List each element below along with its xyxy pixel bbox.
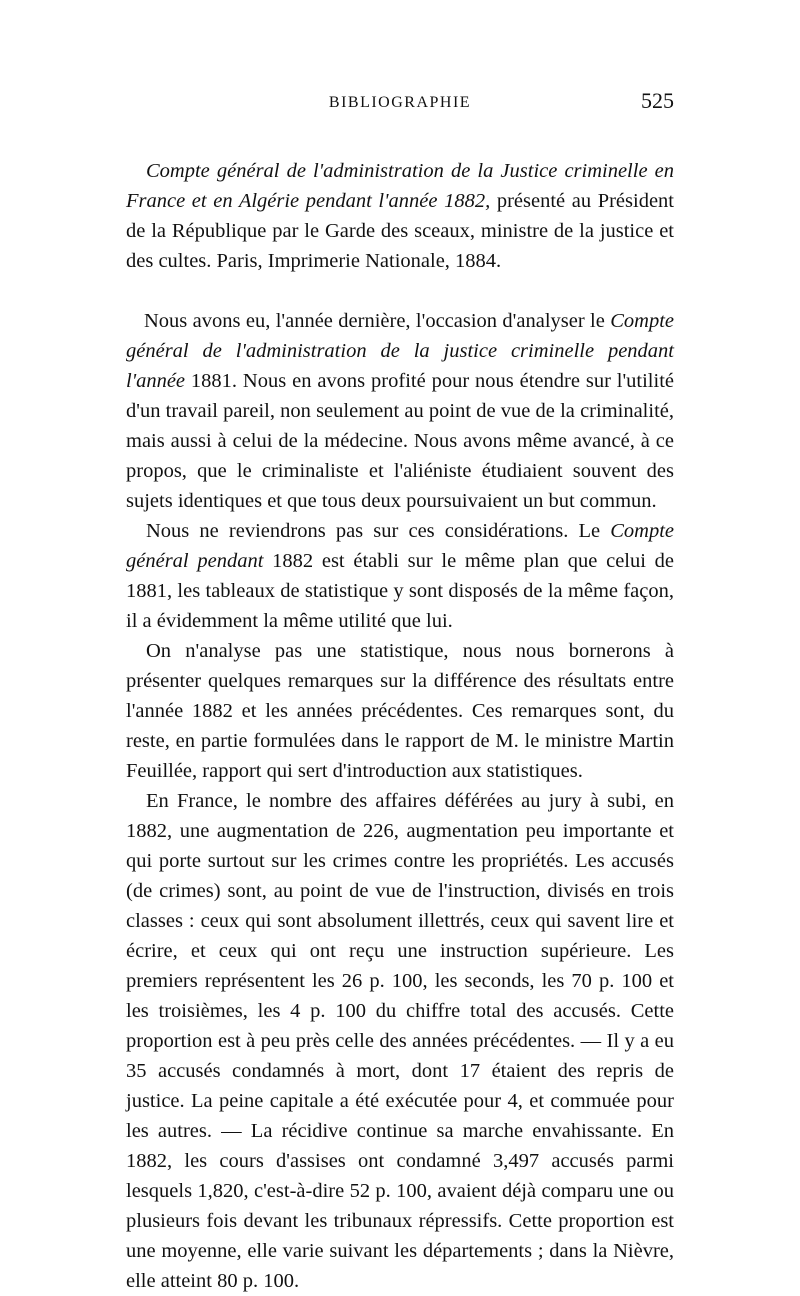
paragraph-4: En France, le nombre des affaires déférées au jury à subi, en 1882, une augmentation de 226, augmentation peu importante et qui porte surtout sur les crimes contre les propriétés. Les accusés (de crimes) sont, au point de vue de l'instruction, divisés en trois classes : ceux qui sont absolument illettrés, ceux qui savent lire et écrire, et ceux qui ont reçu une instruction supérieure. Les premiers représentent les 26 p. 100, les seconds, les 70 p. 100 et les troisièmes, les 4 p. 100 du chiffre total des accusés. Cette proportion est à peu près celle des années précédentes. — Il y a eu 35 accusés condamnés à mort, dont 17 étaient des repris de justice. La peine capitale a été exécutée pour 4, et commuée pour les autres. — La récidive continue sa marche envahissante. En 1882, les cours d'assises ont condamné 3,497 accusés parmi lesquels 1,820, c'est-à-dire 52 p. 100, avaient déjà comparu une ou plusieurs fois devant les tribunaux répressifs. Cette proportion est une moyenne, elle varie suivant les départements ; dans la Nièvre, elle atteint 80 p. 100. <box>126 790 674 1292</box>
paragraph-1-text-a: Nous avons eu, l'année dernière, l'occasion d'analyser le <box>144 310 611 332</box>
paragraph-2-italic: Compte général pendant <box>126 520 674 572</box>
page-number: 525 <box>641 88 674 113</box>
paragraph-2 <box>126 516 674 636</box>
paragraph-2-text-a: Nous ne reviendrons pas sur ces considérations. Le <box>146 520 611 542</box>
bibliography-details: présenté au Président de la République par le Garde des sceaux, ministre de la justice et des cultes. Paris, Imprimerie Nationale, 1884. <box>126 190 674 272</box>
running-title: BIBLIOGRAPHIE <box>328 94 472 111</box>
bibliography-entry <box>126 156 674 276</box>
running-head <box>126 84 674 124</box>
paragraph-1 <box>126 306 674 516</box>
paragraph-1-text-b: 1881. Nous en avons profité pour nous étendre sur l'utilité d'un travail pareil, non seulement au point de vue de la criminalité, mais aussi à celui de la médecine. Nous avons même avancé, à ce propos, que le criminaliste et l'aliéniste étudiaient souvent des sujets identiques et que tous deux poursuivaient un but commun. <box>126 370 674 512</box>
paragraph-2-text-b: 1882 est établi sur le même plan que celui de 1881, les tableaux de statistique y sont disposés de la même façon, il a évidemment la même utilité que lui. <box>126 550 675 632</box>
book-page <box>126 0 674 1296</box>
paragraph-1-italic: Compte général de l'administration de la justice criminelle pendant l'année <box>126 310 674 392</box>
paragraph-3: On n'analyse pas une statistique, nous nous bornerons à présenter quelques remarques sur la différence des résultats entre l'année 1882 et les années précédentes. Ces remarques sont, du reste, en partie formulées dans le rapport de M. le ministre Martin Feuillée, rapport qui sert d'introduction aux statistiques. <box>126 640 674 782</box>
bibliography-title: Compte général de l'administration de la Justice criminelle en France et en Algérie pendant l'année 1882, <box>126 160 674 212</box>
